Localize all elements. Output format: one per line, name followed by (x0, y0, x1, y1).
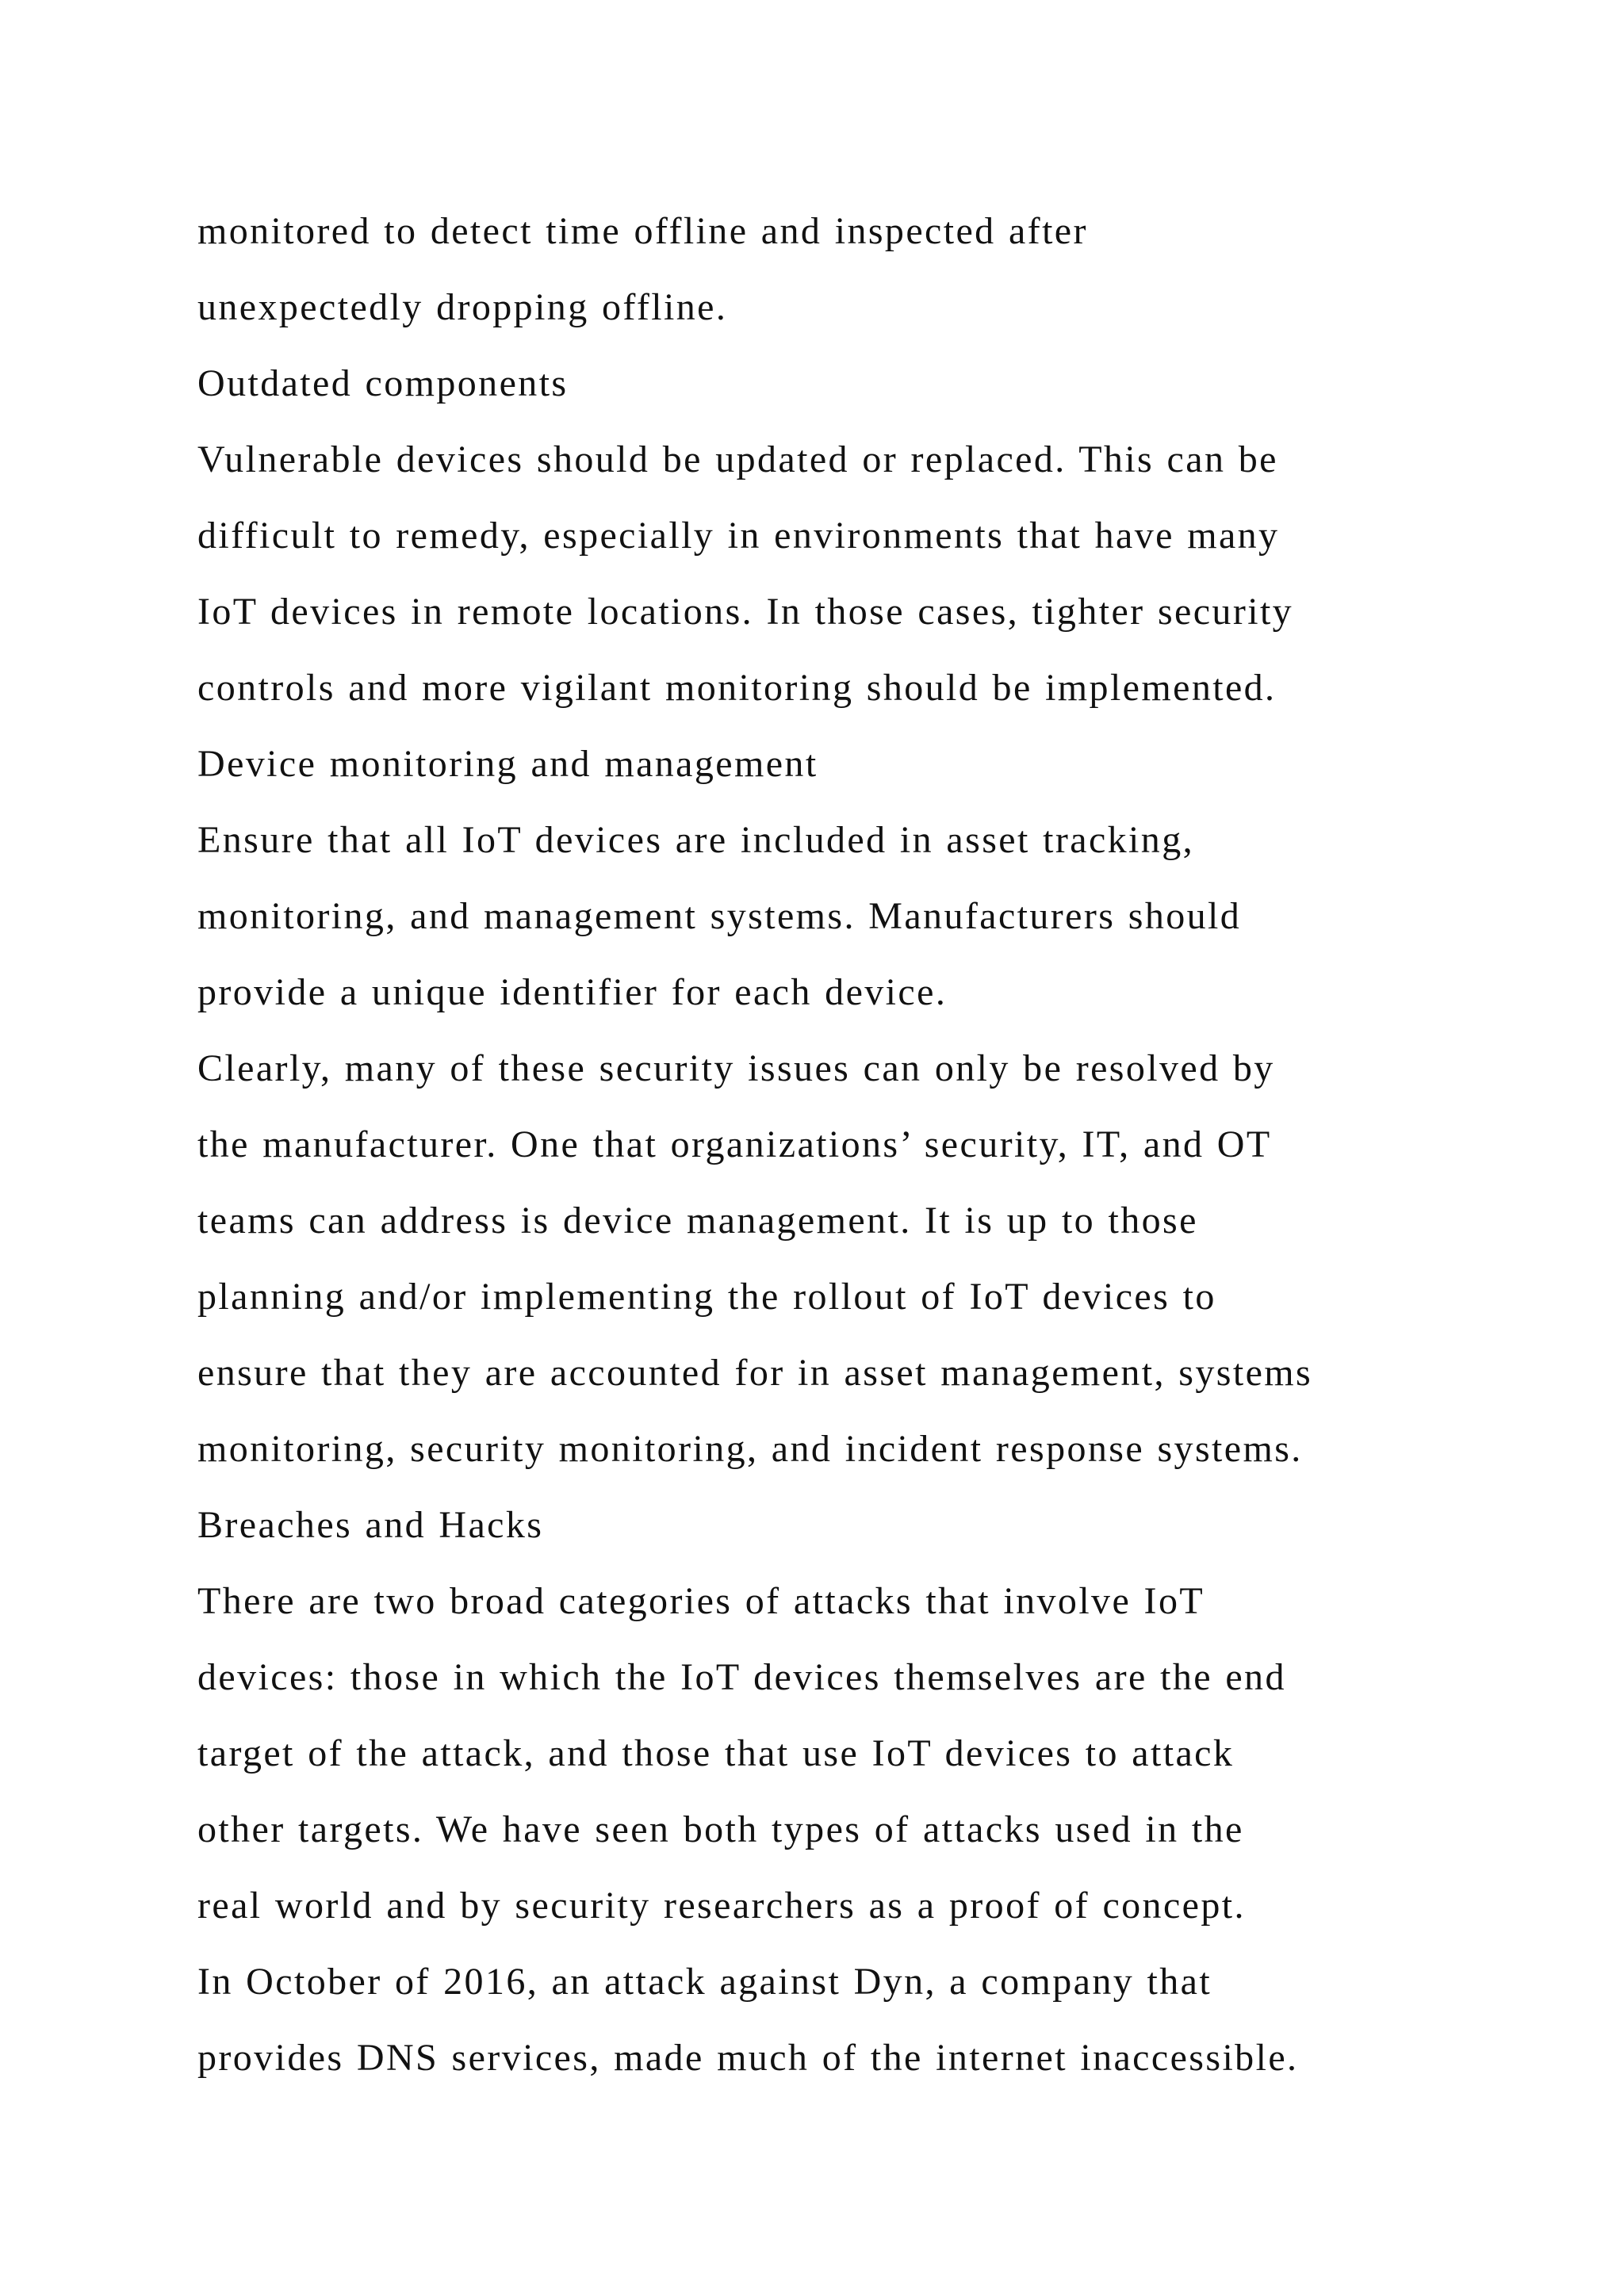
document-body (197, 193, 1482, 2096)
text-line: Vulnerable devices should be updated or replaced. This can be (197, 438, 1278, 480)
text-line: Ensure that all IoT devices are included in asset tracking, (197, 819, 1194, 861)
text-line: planning and/or implementing the rollout of IoT devices to (197, 1276, 1216, 1318)
text-line: ensure that they are accounted for in asset management, systems (197, 1352, 1313, 1394)
text-line: There are two broad categories of attacks that involve IoT (197, 1580, 1205, 1622)
text-line: controls and more vigilant monitoring should be implemented. (197, 667, 1277, 709)
text-line: teams can address is device management. It is up to those (197, 1200, 1198, 1242)
text-line: In October of 2016, an attack against Dyn, a company that (197, 1961, 1212, 2003)
section-heading-breaches-and-hacks: Breaches and Hacks (197, 1504, 544, 1546)
text-line: unexpectedly dropping offline. (197, 286, 728, 328)
section-heading-outdated-components: Outdated components (197, 362, 569, 404)
text-line: provides DNS services, made much of the internet inaccessible. (197, 2037, 1299, 2079)
text-line: devices: those in which the IoT devices themselves are the end (197, 1656, 1286, 1698)
text-line: IoT devices in remote locations. In those cases, tighter security (197, 591, 1294, 633)
text-line: target of the attack, and those that use IoT devices to attack (197, 1732, 1235, 1774)
text-line: Clearly, many of these security issues can only be resolved by (197, 1047, 1275, 1089)
text-line: monitoring, and management systems. Manufacturers should (197, 895, 1242, 937)
text-line: difficult to remedy, especially in environments that have many (197, 515, 1280, 557)
section-heading-device-monitoring: Device monitoring and management (197, 743, 818, 785)
text-line: provide a unique identifier for each device. (197, 971, 948, 1013)
text-line: other targets. We have seen both types of attacks used in the (197, 1808, 1244, 1850)
text-line: the manufacturer. One that organizations’ security, IT, and OT (197, 1123, 1272, 1165)
text-line: monitoring, security monitoring, and incident response systems. (197, 1428, 1303, 1470)
text-line: real world and by security researchers as a proof of concept. (197, 1885, 1246, 1927)
text-line: monitored to detect time offline and inspected after (197, 210, 1088, 252)
